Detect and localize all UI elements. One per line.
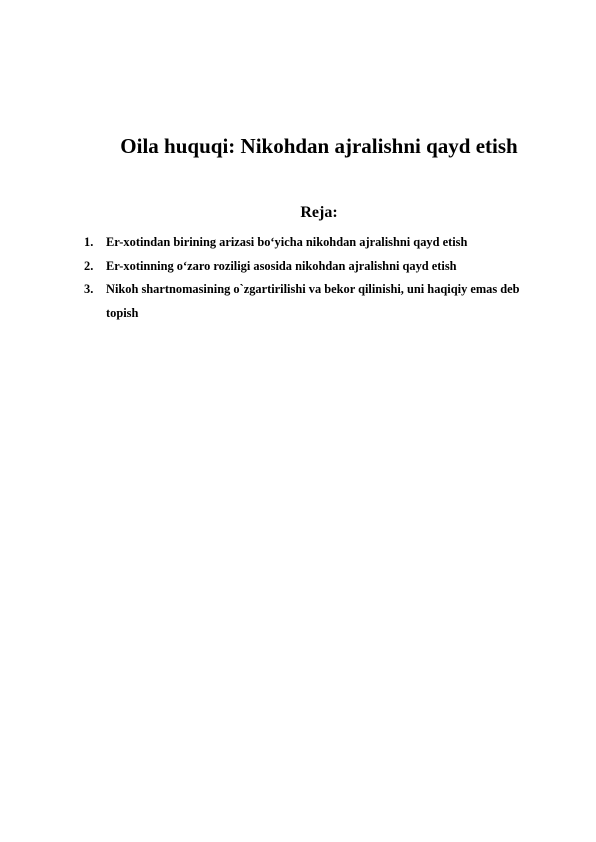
plan-list xyxy=(84,231,554,325)
document-title: Oila huquqi: Nikohdan ajralishni qayd etish xyxy=(120,134,518,158)
plan-item-number: 3. xyxy=(84,282,94,296)
plan-item-number: 1. xyxy=(84,235,94,249)
plan-item-1 xyxy=(84,231,554,255)
plan-heading: Reja: xyxy=(300,204,338,221)
plan-item-text: Nikoh shartnomasining o`zgartirilishi va bekor qilinishi, uni haqiqiy emas deb topish xyxy=(106,282,520,320)
plan-item-3 xyxy=(84,278,554,325)
plan-item-2 xyxy=(84,255,554,279)
plan-item-text: Er-xotindan birining arizasi bo‘yicha nikohdan ajralishni qayd etish xyxy=(106,235,468,249)
title-container xyxy=(0,133,596,159)
plan-heading-container xyxy=(0,203,596,223)
plan-item-number: 2. xyxy=(84,258,94,273)
plan-item-text: Er-xotinning o‘zaro roziligi asosida nikohdan ajralishni qayd etish xyxy=(106,258,457,273)
